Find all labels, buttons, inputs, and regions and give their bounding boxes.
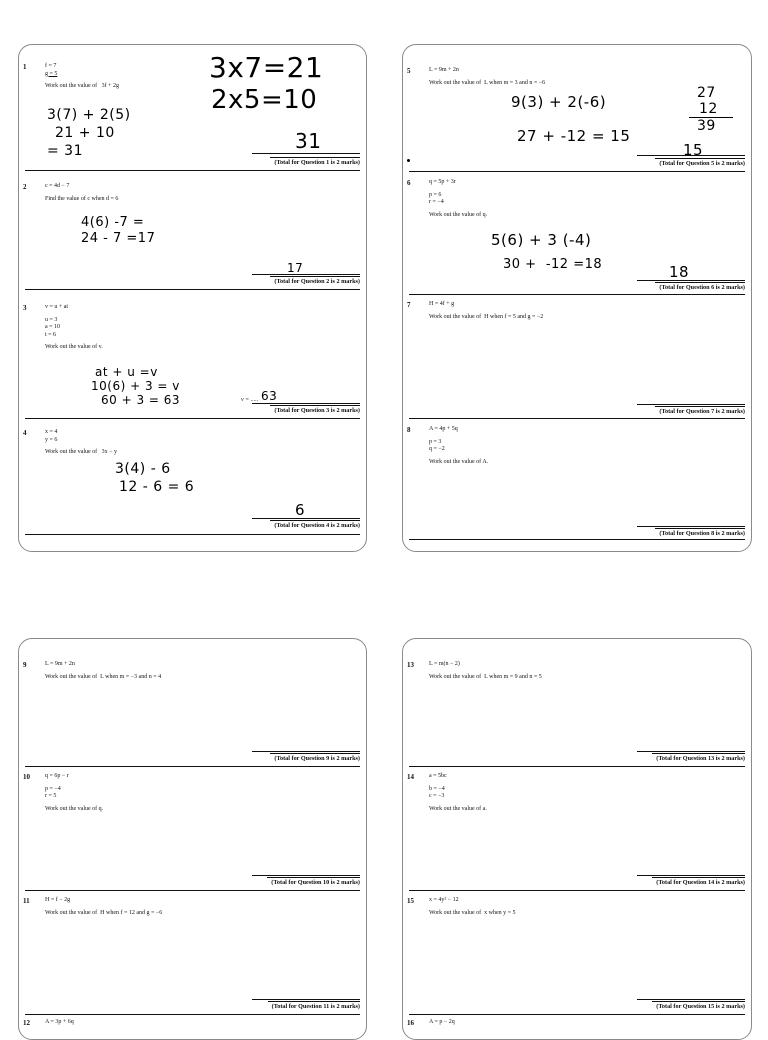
question-1-total: (Total for Question 1 is 2 marks) xyxy=(270,157,360,166)
divider xyxy=(409,171,745,172)
handwriting-q6-answer: 18 xyxy=(669,263,690,281)
worksheet-card-3 xyxy=(18,638,367,1040)
question-number: 9 xyxy=(23,661,27,669)
question-15-total: (Total for Question 15 is 2 marks) xyxy=(652,1001,745,1010)
question-3-total: (Total for Question 3 is 2 marks) xyxy=(270,405,360,414)
question-text: q = 5p + 3r p = 6 r = −4 Work out the value of q. xyxy=(429,179,488,218)
answer-line xyxy=(252,875,360,876)
answer-line xyxy=(637,280,745,281)
question-number: 14 xyxy=(407,773,414,781)
question-text: v = u + at u = 3 a = 10 t = 6 Work out the value of v. xyxy=(45,304,103,350)
answer-line xyxy=(637,875,745,876)
question-number: 6 xyxy=(407,179,411,187)
question-number: 4 xyxy=(23,429,27,437)
question-number: 11 xyxy=(23,897,30,905)
question-text: L = m(n − 2) Work out the value of L when m = 9 and n = 5 xyxy=(429,661,542,680)
handwriting-q2-b: 24 - 7 =17 xyxy=(81,231,156,246)
question-15 xyxy=(403,893,751,1003)
question-text: L = 9m + 2n Work out the value of L when m = 3 and n = −6 xyxy=(429,67,546,86)
question-2-total: (Total for Question 2 is 2 marks) xyxy=(270,276,360,285)
question-number: 12 xyxy=(23,1019,30,1027)
answer-line xyxy=(252,153,360,154)
question-number: 8 xyxy=(407,426,411,434)
handwriting-q5-answer: 15 xyxy=(683,141,704,159)
handwriting-q1-b: 2x5=10 xyxy=(211,85,318,115)
divider xyxy=(25,766,360,767)
answer-line xyxy=(252,403,360,404)
question-14 xyxy=(403,769,751,889)
answer-line xyxy=(252,999,360,1000)
answer-line xyxy=(637,751,745,752)
divider xyxy=(25,289,360,290)
handwriting-q6-a: 5(6) + 3 (-4) xyxy=(491,231,592,249)
answer-line xyxy=(637,526,745,527)
question-text: f = 7 g = 5 Work out the value of 3f + 2g xyxy=(45,63,120,89)
handwriting-q1-d: 21 + 10 xyxy=(55,125,115,141)
divider xyxy=(25,170,360,171)
question-number: 7 xyxy=(407,301,411,309)
stray-mark xyxy=(407,159,410,162)
answer-prefix: v = ..... xyxy=(241,397,259,403)
handwriting-q4-answer: 6 xyxy=(295,501,306,519)
handwriting-q1-e: = 31 xyxy=(47,143,83,159)
handwriting-q4-b: 12 - 6 = 6 xyxy=(119,479,195,495)
divider xyxy=(25,890,360,891)
handwriting-q2-a: 4(6) -7 = xyxy=(81,215,145,230)
question-5-total: (Total for Question 5 is 2 marks) xyxy=(655,158,745,167)
handwriting-q5-a: 9(3) + 2(-6) xyxy=(511,93,607,111)
handwriting-q3-c: 60 + 3 = 63 xyxy=(101,393,181,407)
handwriting-q3-b: 10(6) + 3 = v xyxy=(91,379,180,393)
question-text: A = p − 2q xyxy=(429,1019,455,1025)
question-number: 15 xyxy=(407,897,414,905)
question-text: x = 4y² − 12 Work out the value of x when y = 5 xyxy=(429,897,516,916)
divider xyxy=(409,890,745,891)
question-8 xyxy=(403,422,751,542)
question-4-total: (Total for Question 4 is 2 marks) xyxy=(270,520,360,529)
handwriting-q4-a: 3(4) - 6 xyxy=(115,461,171,477)
question-7-total: (Total for Question 7 is 2 marks) xyxy=(655,406,745,415)
question-number: 16 xyxy=(407,1019,414,1027)
handwriting-q3-a: at + u =v xyxy=(95,365,158,379)
handwriting-q5-b: 27 + -12 = 15 xyxy=(517,127,631,145)
divider xyxy=(409,294,745,295)
question-11-total: (Total for Question 11 is 2 marks) xyxy=(268,1001,360,1010)
question-6-total: (Total for Question 6 is 2 marks) xyxy=(655,282,745,291)
divider xyxy=(409,539,745,540)
answer-line xyxy=(252,518,360,519)
handwriting-q5-d: 12 xyxy=(699,101,718,117)
question-text: H = 4f + g Work out the value of H when f = 5 and g = −2 xyxy=(429,301,544,320)
handwriting-q1-answer: 31 xyxy=(295,129,322,153)
question-number: 10 xyxy=(23,773,30,781)
worksheet-card-4 xyxy=(402,638,752,1040)
question-10-total: (Total for Question 10 is 2 marks) xyxy=(267,877,360,886)
answer-line xyxy=(252,751,360,752)
divider xyxy=(25,534,360,535)
question-7 xyxy=(403,297,751,417)
answer-line xyxy=(252,274,360,275)
answer-line xyxy=(637,155,745,156)
question-8-total: (Total for Question 8 is 2 marks) xyxy=(655,528,745,537)
question-number: 2 xyxy=(23,183,27,191)
handwriting-q3-answer: 63 xyxy=(261,389,278,403)
answer-line xyxy=(637,999,745,1000)
divider xyxy=(409,418,745,419)
question-14-total: (Total for Question 14 is 2 marks) xyxy=(652,877,745,886)
question-16 xyxy=(403,1015,751,1035)
question-number: 5 xyxy=(407,67,411,75)
question-text: x = 4 y = 6 Work out the value of 3x − y xyxy=(45,429,118,455)
worksheet-card-2 xyxy=(402,44,752,552)
question-text: H = f − 2g Work out the value of H when f = 12 and g = −6 xyxy=(45,897,163,916)
handwriting-q5-e: 39 xyxy=(697,118,716,134)
question-text: A = 3p + 6q xyxy=(45,1019,74,1025)
question-3 xyxy=(19,300,366,420)
question-text: c = 4d − 7 Find the value of c when d = 6 xyxy=(45,183,119,202)
question-number: 13 xyxy=(407,661,414,669)
question-text: A = 4p + 5q p = 3 q = −2 Work out the value of A. xyxy=(429,426,489,465)
handwriting-q6-b: 30 + -12 =18 xyxy=(503,257,603,272)
divider xyxy=(25,418,360,419)
question-10 xyxy=(19,769,366,889)
question-9-total: (Total for Question 9 is 2 marks) xyxy=(270,753,360,762)
handwriting-q5-c: 27 xyxy=(697,85,716,101)
question-text: L = 9m + 2n Work out the value of L when m = −3 and n = 4 xyxy=(45,661,162,680)
divider xyxy=(409,766,745,767)
question-number: 1 xyxy=(23,63,27,71)
question-text: q = 6p − r p = −4 r = 5 Work out the value of q. xyxy=(45,773,104,812)
handwriting-q2-answer: 17 xyxy=(287,261,304,275)
question-12 xyxy=(19,1015,366,1035)
handwriting-q1-c: 3(7) + 2(5) xyxy=(47,107,131,123)
question-text: a = 5bc b = −4 c = −3 Work out the value of a. xyxy=(429,773,487,812)
question-11 xyxy=(19,893,366,1003)
handwriting-q1-a: 3x7=21 xyxy=(209,51,324,84)
worksheet-card-1 xyxy=(18,44,367,552)
question-13-total: (Total for Question 13 is 2 marks) xyxy=(652,753,745,762)
question-number: 3 xyxy=(23,304,27,312)
answer-line xyxy=(637,404,745,405)
